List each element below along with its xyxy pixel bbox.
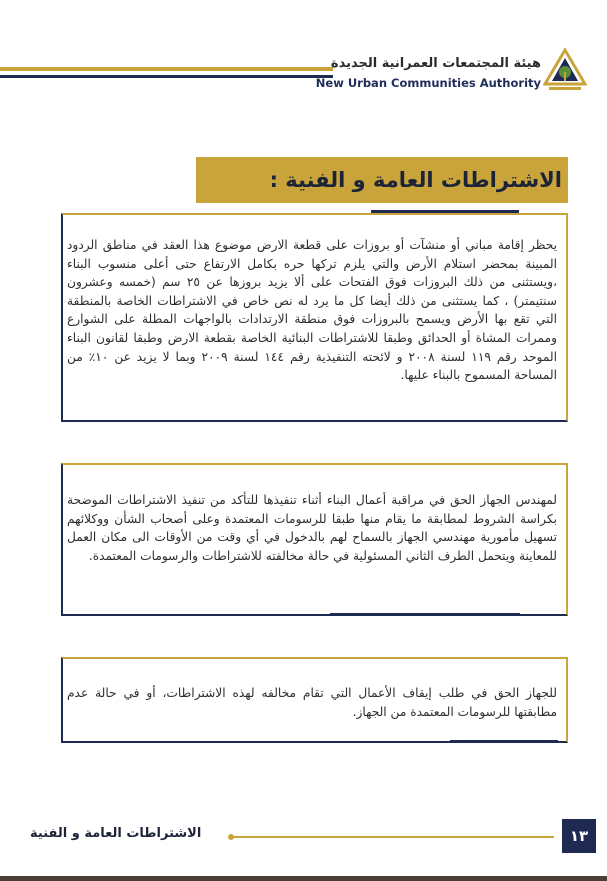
nuca-logo-icon [543, 48, 587, 94]
condition-text-1: يحظر إقامة مباني أو منشآت أو بروزات على قطعة الارض موضوع هذا العقد في مناطق الردود المبينة بمحضر استلام الأرض والتي يلزم تركها حره بكامل الارتفاع حتى أعلى منسوب البناء ،ويستثنى من ذلك البروزات فوق الفتحات على ألا يزيد بروزها عن ٢٥ سم (خمسه وعشرون سنتيمتر) ، كما يستثنى من ذلك أيضا كل ما يرد له نص خاص في الاشتراطات الخاصة بالمنطقة التي تقع بها الأرض ويسمح بالبروزات فوق منطقة الارتدادات بالواجهات المطلة على الشوارع وممرات المشاة أو الحدائق وطبقا للاشتراطات البنائية الخاصة بقطعة الارض وطبقا لقانون البناء الموحد رقم ١١٩ لسنة ٢٠٠٨ و لائحته التنفيذية رقم ١٤٤ لسنة ٢٠٠٩ وبما لا يزيد عن ١٠٪ من المساحة المسموح بالبناء عليها. [67, 238, 558, 383]
org-name-english: New Urban Communities Authority [315, 76, 541, 90]
box-accent-bar [450, 740, 558, 743]
condition-box-3 [61, 657, 568, 743]
header-gold-rule [0, 67, 333, 71]
header-navy-rule [0, 75, 333, 78]
org-name-arabic: هيئة المجتمعات العمرانية الجديدة [330, 56, 541, 71]
condition-box-2 [61, 463, 568, 616]
footer-section-title: الاشتراطات العامة و الفنية [30, 826, 202, 841]
box-accent-bar [330, 613, 520, 616]
bottom-edge-bar [0, 876, 607, 881]
page-title: الاشتراطات العامة و الفنية : [269, 168, 562, 192]
condition-text-3: للجهاز الحق في طلب إيقاف الأعمال التي تقام مخالفه لهذه الاشتراطات، أو في حالة عدم مطابقتها للرسومات المعتمدة من الجهاز. [67, 686, 557, 719]
condition-text-2: لمهندس الجهاز الحق في مراقبة أعمال البناء أثناء تنفيذها للتأكد من تنفيذ الاشتراطات الموضحة بكراسة الشروط لمطابقة ما يقام منها طبقا للرسومات المعتمدة وعلى أصحاب الشأن ووكلائهم تسهيل مأمورية مهندسي الجهاز بالسماح لهم بالدخول في أي وقت من الأوقات الى مكان العمل للمعاينة ويتحمل الطرف الثاني المسئولية في حالة مخالفته للاشتراطات والرسومات المعتمدة. [67, 493, 557, 563]
footer-rule [232, 836, 554, 838]
section-title-banner [196, 157, 568, 203]
condition-box-1 [61, 213, 568, 422]
page-number: ١٣ [562, 819, 596, 853]
